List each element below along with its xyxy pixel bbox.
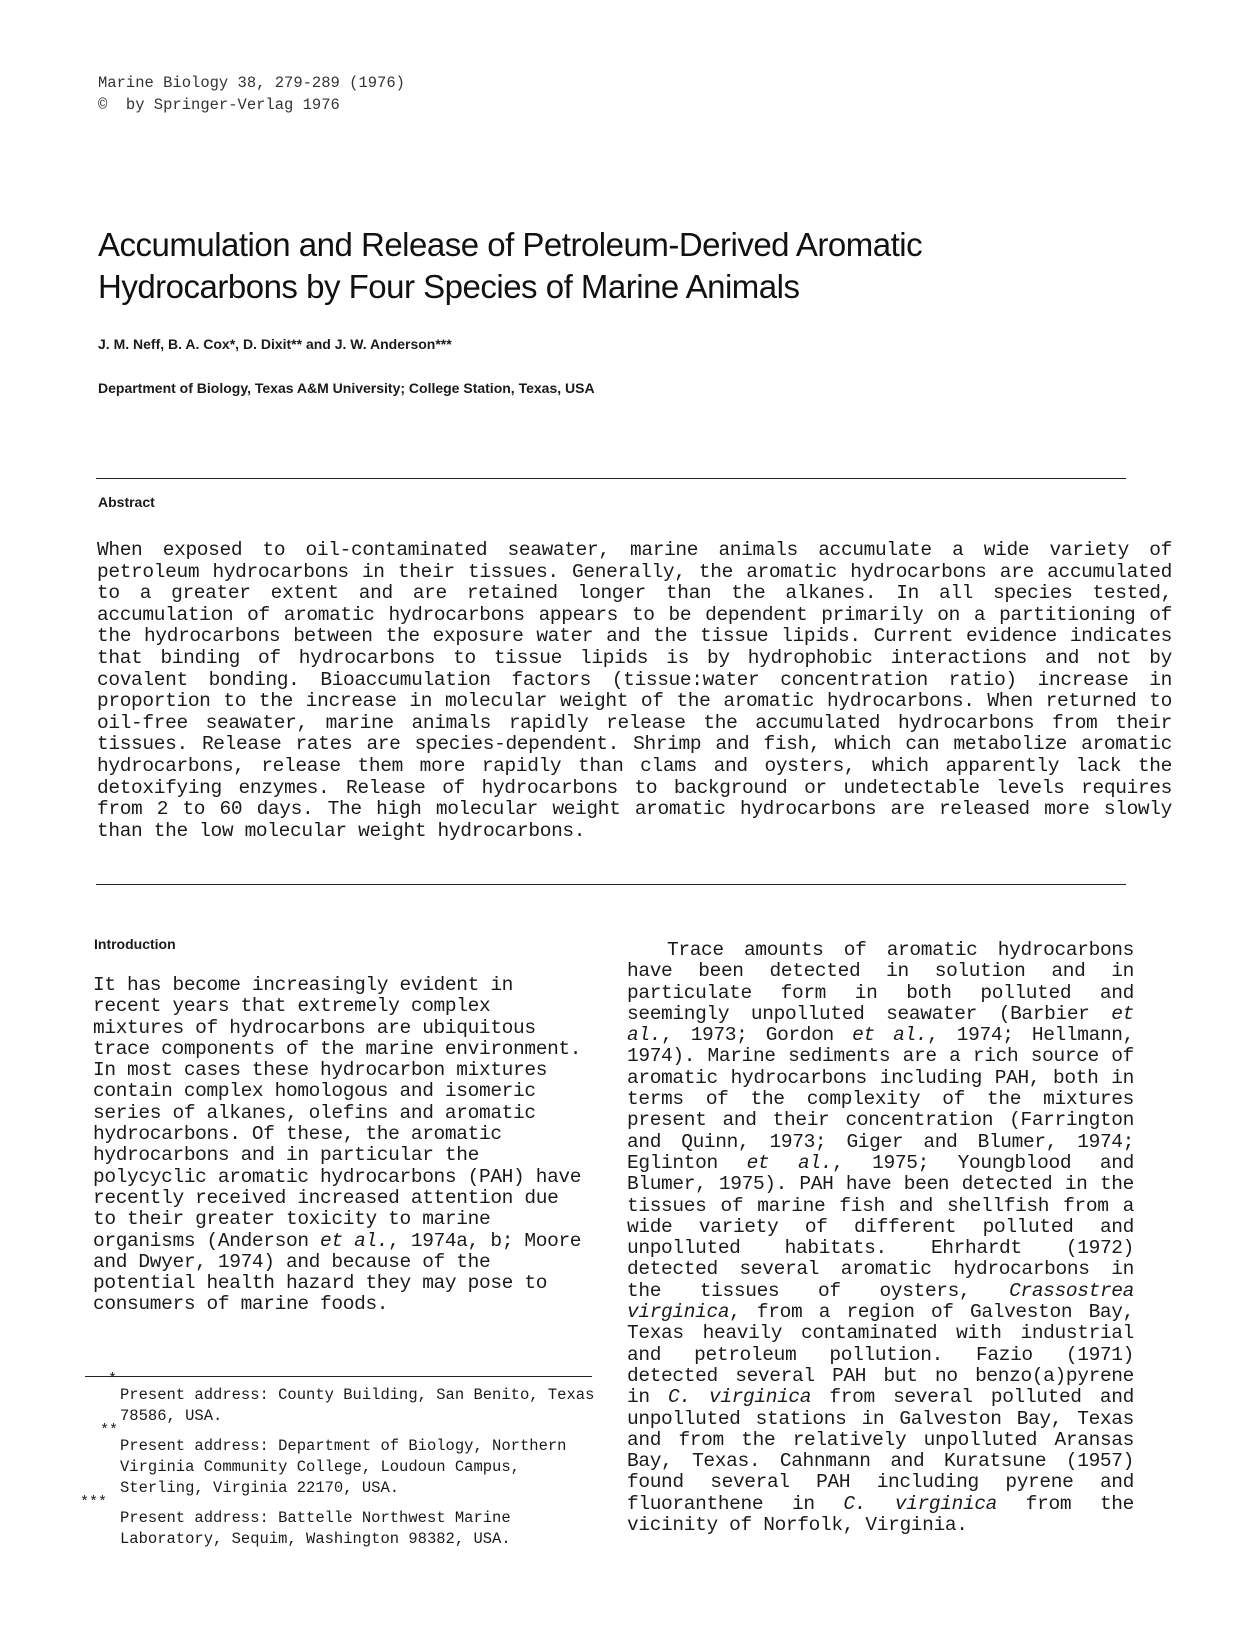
footnote-mark: ** — [100, 1422, 119, 1439]
species-name-italic: C. virginica — [843, 1492, 998, 1515]
footnote — [80, 1422, 600, 1499]
footnote-mark: *** — [80, 1494, 108, 1511]
et-al-italic: et al. — [746, 1151, 833, 1174]
affiliation: Department of Biology, Texas A&M University; College Station, Texas, USA — [98, 380, 595, 396]
introduction-heading: Introduction — [94, 936, 176, 952]
footnote-text: Present address: Department of Biology, Northern Virginia Community College, Loudoun Campus, Sterling, Virginia 22170, USA. — [120, 1437, 567, 1497]
et-al-italic: et al. — [852, 1024, 928, 1047]
et-al-italic: et al. — [320, 1229, 389, 1252]
text-run: , 1973; Gordon — [661, 1024, 853, 1047]
introduction-paragraph-2 — [627, 940, 1134, 1536]
footnote-rule — [85, 1376, 592, 1377]
introduction-paragraph-1 — [93, 975, 590, 1316]
abstract-top-rule — [96, 478, 1126, 479]
text-run: from the vicinity of Norfolk, Virginia. — [627, 1492, 1134, 1537]
footnotes — [80, 1371, 600, 1552]
text-run: , from a region of Galveston Bay, Texas heavily contaminated with industrial and petroleum pollution. Fazio (1971) detected several PAH but no benzo(a)pyrene in — [627, 1301, 1134, 1409]
text-run: , 1974a, b; Moore and Dwyer, 1974) and because of the potential health hazard they may pose to consumers of marine foods. — [93, 1229, 582, 1316]
author-list: J. M. Neff, B. A. Cox*, D. Dixit** and J. W. Anderson*** — [98, 336, 452, 352]
abstract-text: When exposed to oil-contaminated seawater, marine animals accumulate a wide variety of petroleum hydrocarbons in their tissues. Generally, the aromatic hydrocarbons are accumulated to a greater extent and are retained longer than the alkanes. In all species tested, accumulation of aromatic hydrocarbons appears to be dependent primarily on a partitioning of the hydrocarbons between the exposure water and the tissue lipids. Current evidence indicates that binding of hydrocarbons to tissue lipids is by hydrophobic interactions and not by covalent bonding. Bioaccumulation factors (tissue:water concentration ratio) increase in proportion to the increase in molecular weight of the aromatic hydrocarbons. When returned to oil-free seawater, marine animals rapidly release the accumulated hydrocarbons from their tissues. Release rates are species-dependent. Shrimp and fish, which can metabolize aromatic hydrocarbons, release them more rapidly than clams and oysters, which apparently lack the detoxifying enzymes. Release of hydrocarbons to background or undetectable levels requires from 2 to 60 days. The high molecular weight aromatic hydrocarbons are released more slowly than the low molecular weight hydrocarbons. — [97, 539, 1172, 842]
text-run: It has become increasingly evident in recent years that extremely complex mixtures of hydrocarbons are ubiquitous trace components of the marine environment. In most cases these hydrocarbon mixtures contain complex homologous and isomeric series of alkanes, olefins and aromatic hydrocarbons. Of these, the aromatic hydrocarbons and in particular the polycyclic aromatic hydrocarbons (PAH) have recently received increased attention due to their greater toxicity to marine organisms (Anderson — [93, 974, 582, 1252]
text-run: from several polluted and unpolluted stations in Galveston Bay, Texas and from the relatively unpolluted Aransas Bay, Texas. Cahnmann and Kuratsune (1957) found several PAH including pyrene and fluoranthene in — [627, 1386, 1134, 1515]
footnote-text: Present address: Battelle Northwest Marine Laboratory, Sequim, Washington 98382, USA. — [120, 1509, 511, 1548]
text-run: , 1975; Youngblood and Blumer, 1975). PAH have been detected in the tissues of marine fish and shellfish from a wide variety of different polluted and unpolluted habitats. Ehrhardt (1972) detected several aromatic hydrocarbons in the tissues of oysters, — [627, 1151, 1134, 1302]
footnote — [80, 1371, 600, 1427]
footnote-text: Present address: County Building, San Benito, Texas 78586, USA. — [120, 1386, 595, 1425]
et-al-italic: et al. — [627, 1002, 1134, 1047]
text-run: , 1974; Hellmann, 1974). Marine sediments are a rich source of aromatic hydrocarbons including PAH, both in terms of the complexity of the mixtures present and their concentration (Farrington and Quinn, 1973; Giger and Blumer, 1974; Eglinton — [627, 1024, 1135, 1174]
footnote-mark: * — [108, 1371, 118, 1388]
abstract-bottom-rule — [96, 884, 1126, 885]
journal-citation: Marine Biology 38, 279-289 (1976) — [98, 74, 405, 92]
footnote — [80, 1494, 600, 1550]
abstract-heading: Abstract — [98, 494, 155, 510]
paper-title: Accumulation and Release of Petroleum-Derived Aromatic Hydrocarbons by Four Species of Marine Animals — [98, 226, 923, 305]
copyright-line: © by Springer-Verlag 1976 — [98, 96, 340, 114]
journal-header — [98, 72, 405, 116]
species-name-italic: C. virginica — [667, 1386, 812, 1409]
species-name-italic: Crassostrea virginica — [627, 1279, 1134, 1324]
text-run: Trace amounts of aromatic hydrocarbons have been detected in solution and in particulate form in both polluted and seemingly unpolluted seawater (Barbier — [627, 939, 1134, 1025]
